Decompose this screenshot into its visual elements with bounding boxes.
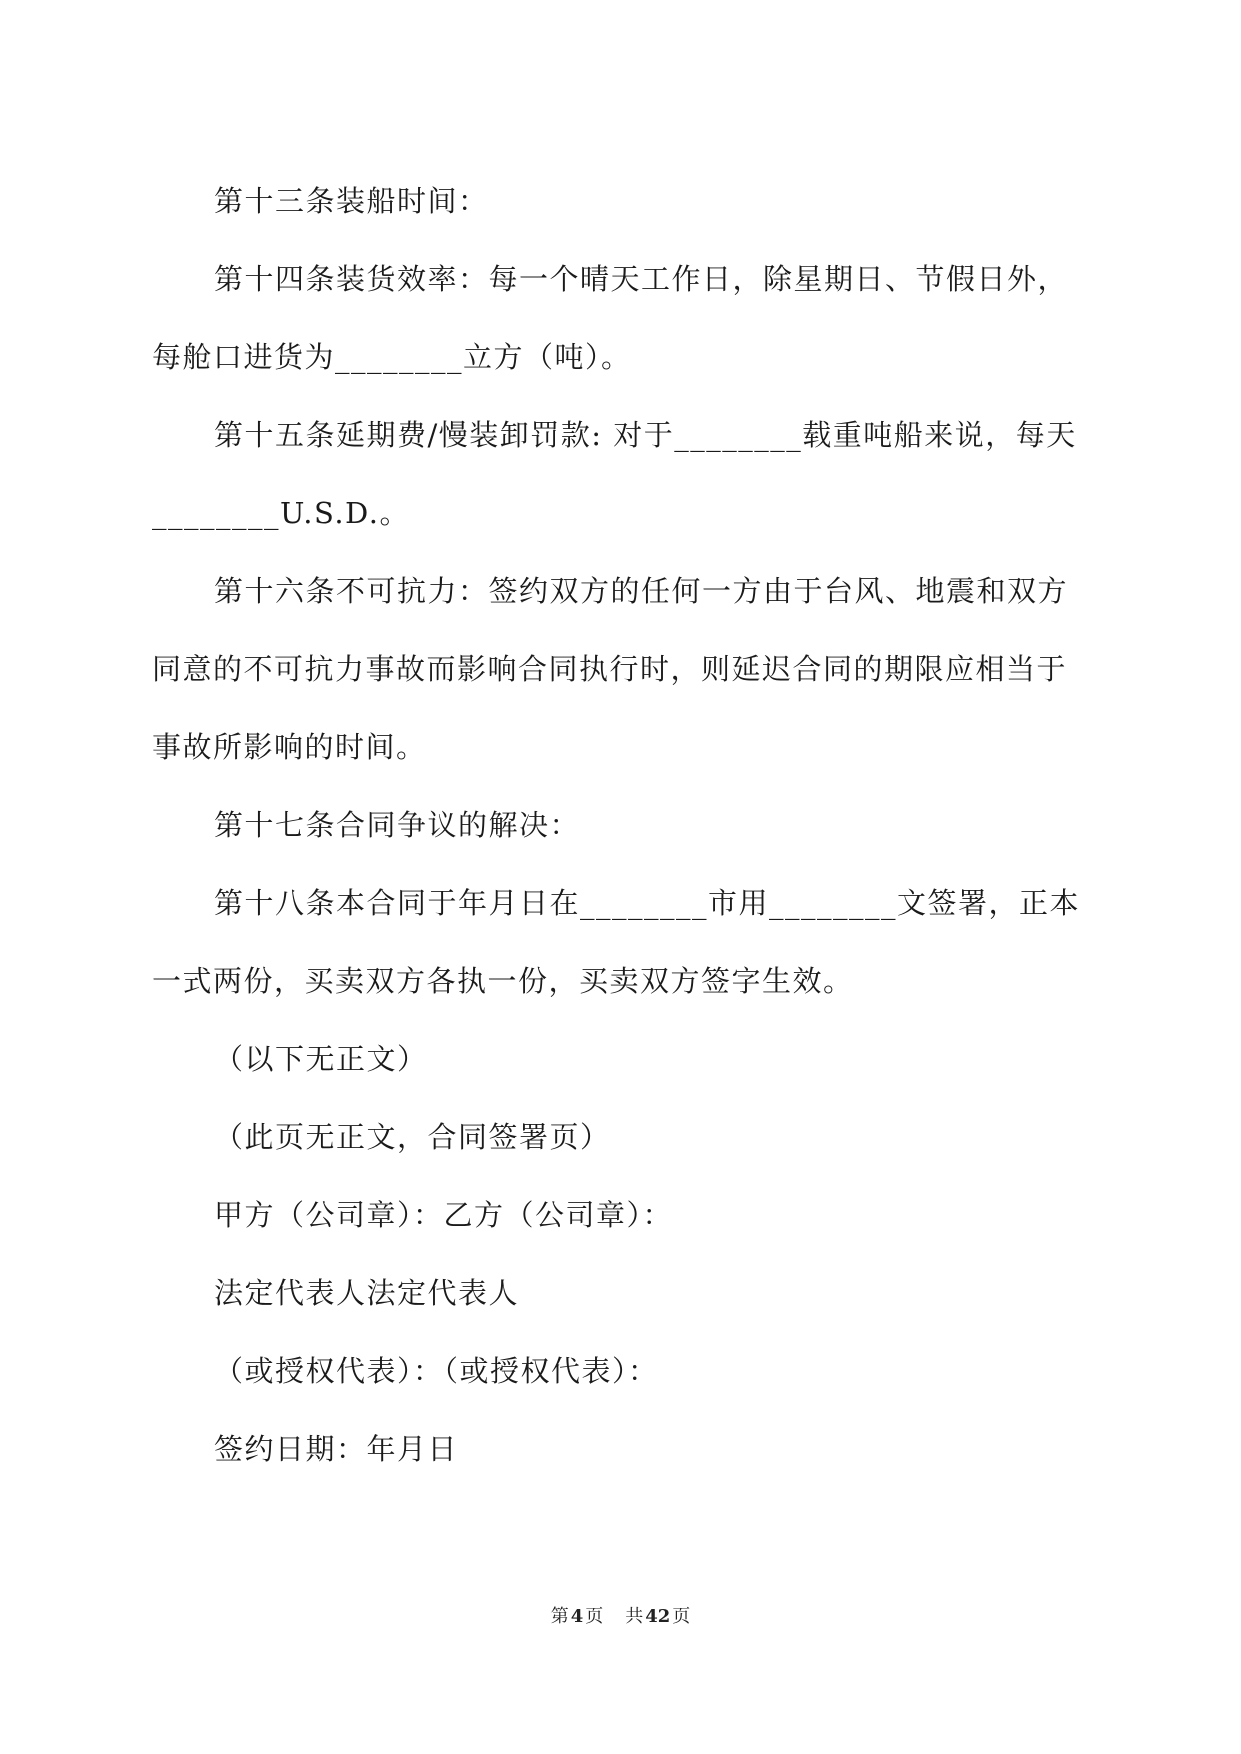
footer-page-suffix: 页 bbox=[585, 1606, 604, 1627]
footer-total-suffix: 页 bbox=[672, 1606, 691, 1627]
article-18: 第十八条本合同于年月日在________市用________文签署，正本一式两份，买卖双方各执一份，买卖双方签字生效。 bbox=[152, 886, 1081, 998]
article-13: 第十三条装船时间： bbox=[214, 184, 489, 218]
article-16: 第十六条不可抗力：签约双方的任何一方由于台风、地震和双方同意的不可抗力事故而影响合同执行时，则延迟合同的期限应相当于事故所影响的时间。 bbox=[152, 574, 1069, 764]
signature-page-note: （此页无正文，合同签署页） bbox=[214, 1120, 611, 1154]
document-body bbox=[152, 162, 1092, 1488]
no-text-note: （以下无正文） bbox=[214, 1042, 428, 1076]
current-page-number: 4 bbox=[570, 1606, 584, 1627]
signing-date-line: 签约日期：年月日 bbox=[214, 1432, 459, 1466]
authorized-representative-line: （或授权代表）：（或授权代表）： bbox=[214, 1354, 659, 1388]
article-14: 第十四条装货效率：每一个晴天工作日，除星期日、节假日外，每舱口进货为________立方（吨）。 bbox=[152, 262, 1069, 374]
article-17: 第十七条合同争议的解决： bbox=[214, 808, 581, 842]
total-page-count: 42 bbox=[645, 1606, 671, 1627]
footer-prefix: 第 bbox=[550, 1606, 569, 1627]
article-15: 第十五条延期费/慢装卸罚款: 对于________载重吨船来说，每天________U.S.D.。 bbox=[152, 418, 1077, 530]
footer-total-prefix: 共 bbox=[625, 1606, 644, 1627]
legal-representative-line: 法定代表人法定代表人 bbox=[214, 1276, 520, 1310]
party-seals-line: 甲方（公司章）：乙方（公司章）： bbox=[214, 1198, 674, 1232]
page-footer bbox=[0, 1602, 1241, 1628]
